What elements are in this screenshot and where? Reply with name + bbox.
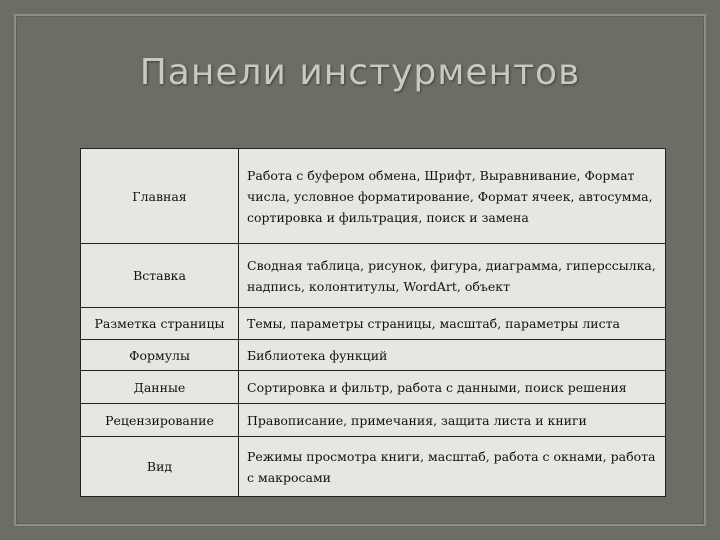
panel-description-cell: Темы, параметры страницы, масштаб, параметры листа bbox=[239, 308, 666, 340]
slide-title: Панели инстурментов bbox=[139, 52, 581, 93]
table-row bbox=[81, 244, 666, 308]
panel-description-cell: Работа с буфером обмена, Шрифт, Выравнивание, Формат числа, условное форматирование, Формат ячеек, автосумма, сортировка и фильтрация, поиск и замена bbox=[239, 149, 666, 244]
panel-name-cell: Рецензирование bbox=[81, 404, 239, 437]
panel-name-cell: Вставка bbox=[81, 244, 239, 308]
toolbar-panels-table bbox=[80, 148, 666, 497]
panel-name-cell: Данные bbox=[81, 371, 239, 404]
panel-description-cell: Режимы просмотра книги, масштаб, работа с окнами, работа с макросами bbox=[239, 437, 666, 497]
panel-name-cell: Разметка страницы bbox=[81, 308, 239, 340]
table-row bbox=[81, 404, 666, 437]
panel-name-cell: Вид bbox=[81, 437, 239, 497]
table-row bbox=[81, 340, 666, 371]
table-row bbox=[81, 371, 666, 404]
panel-description-cell: Правописание, примечания, защита листа и книги bbox=[239, 404, 666, 437]
table-row bbox=[81, 308, 666, 340]
table-row bbox=[81, 149, 666, 244]
panel-description-cell: Сортировка и фильтр, работа с данными, поиск решения bbox=[239, 371, 666, 404]
table-row bbox=[81, 437, 666, 497]
panel-description-cell: Библиотека функций bbox=[239, 340, 666, 371]
panel-name-cell: Главная bbox=[81, 149, 239, 244]
panel-description-cell: Сводная таблица, рисунок, фигура, диаграмма, гиперссылка, надпись, колонтитулы, WordArt, объект bbox=[239, 244, 666, 308]
panel-name-cell: Формулы bbox=[81, 340, 239, 371]
